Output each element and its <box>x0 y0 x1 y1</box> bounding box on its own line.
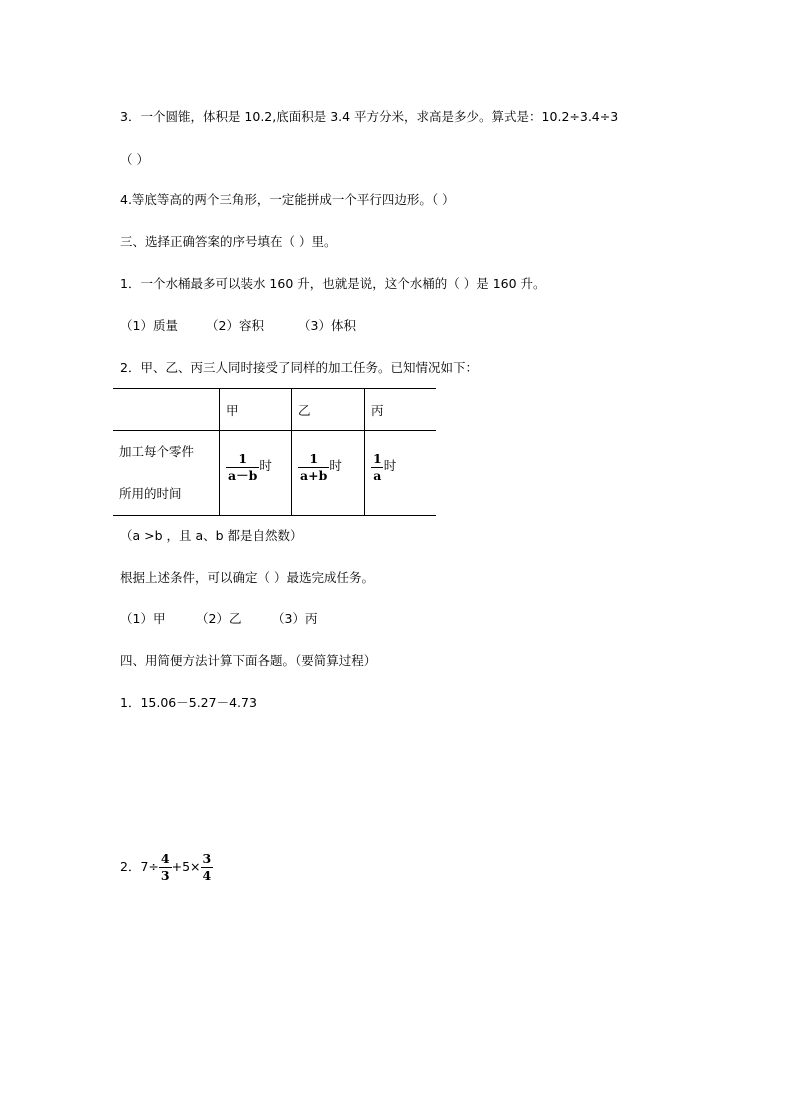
table-cell-bing: $\frac{1}{a}$ 时 <box>365 431 437 516</box>
section-4-question-2 <box>120 850 213 884</box>
fraction: $\frac{1}{a-b}$ <box>228 450 258 483</box>
table-header-bing: 丙 <box>365 389 437 431</box>
table-row <box>113 431 436 516</box>
section-4-title: 四、用简便方法计算下面各题。（要简算过程） <box>120 653 377 668</box>
option-1: （1）甲 <box>120 611 166 626</box>
row-label-line-2: 所用的时间 <box>119 486 182 501</box>
table-note: （a >b ，且 a、b 都是自然数） <box>120 528 303 543</box>
row-label-line-1: 加工每个零件 <box>119 444 195 459</box>
section-3-title: 三、选择正确答案的序号填在（ ）里。 <box>120 234 337 249</box>
table-header-row <box>113 389 436 431</box>
table-header-jia: 甲 <box>220 389 292 431</box>
table-cell-yi: $\frac{1}{a+b}$ 时 <box>292 431 365 516</box>
option-3: （3）丙 <box>272 611 318 626</box>
section-3-question-2-ask: 根据上述条件，可以确定（ ）最选完成任务。 <box>120 570 374 585</box>
table-row-label <box>113 431 220 516</box>
question-4: 4.等底等高的两个三角形，一定能拼成一个平行四边形。（ ） <box>120 192 455 207</box>
section-3-question-1: 1．一个水桶最多可以装水 160 升，也就是说，这个水桶的（ ）是 160 升。 <box>120 276 546 291</box>
question-3-answer-blank: （ ） <box>120 152 149 167</box>
option-3: （3）体积 <box>298 318 356 333</box>
option-2: （2）乙 <box>196 611 242 626</box>
table-header-empty <box>113 389 220 431</box>
work-time-table <box>113 388 436 516</box>
question-3: 3．一个圆锥，体积是 10.2,底面积是 3.4 平方分米，求高是多少。算式是：10.2÷3.4÷3 <box>120 109 619 124</box>
option-2: （2）容积 <box>206 318 264 333</box>
table-cell-jia: $\frac{1}{a-b}$ 时 <box>220 431 292 516</box>
expr-middle: +5× <box>171 859 201 874</box>
section-3-question-1-options <box>120 317 356 335</box>
fraction-4-3: $\frac{4}{3}$ <box>160 851 170 883</box>
section-4-question-1: 1．15.06－5.27－4.73 <box>120 695 257 710</box>
fraction: $\frac{1}{a+b}$ <box>300 450 328 483</box>
section-3-question-2-options <box>120 610 317 628</box>
section-3-question-2: 2．甲、乙、丙三人同时接受了同样的加工任务。已知情况如下： <box>120 360 478 375</box>
option-1: （1）质量 <box>120 318 178 333</box>
fraction-3-4: $\frac{3}{4}$ <box>202 851 212 883</box>
expr-prefix: 2．7÷ <box>120 859 159 874</box>
table-header-yi: 乙 <box>292 389 365 431</box>
fraction: $\frac{1}{a}$ <box>373 450 382 483</box>
